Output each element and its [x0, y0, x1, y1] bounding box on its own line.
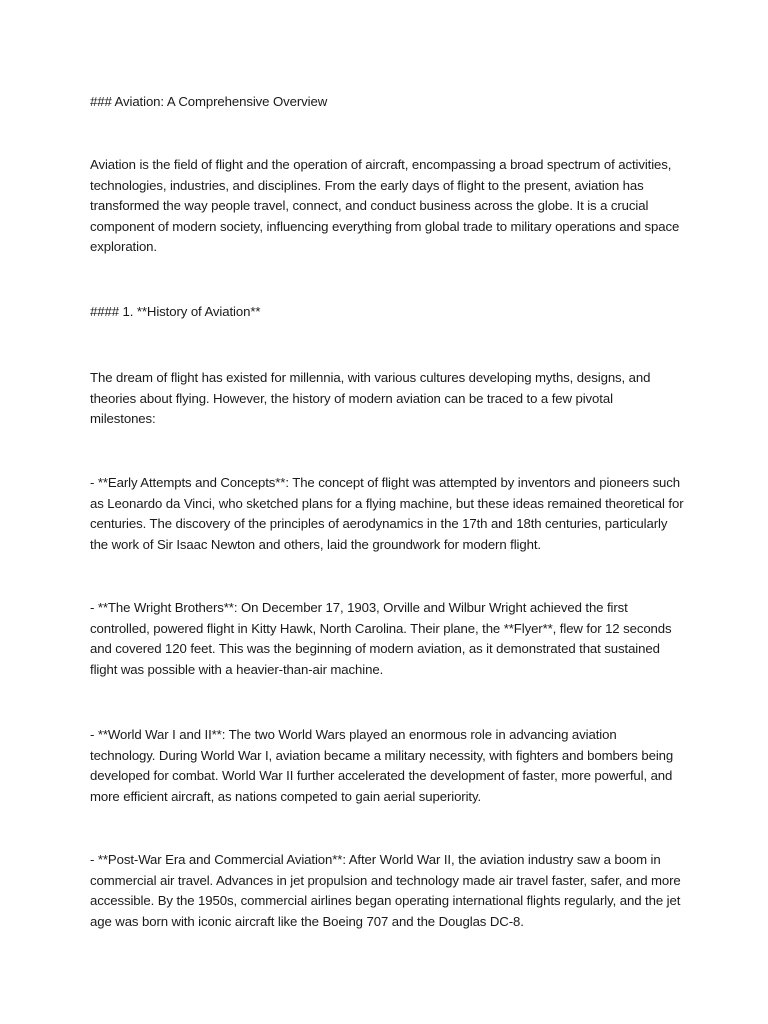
history-intro-line: The dream of flight has existed for millennia, with various cultures developing myths, designs, and — [90, 370, 651, 385]
bullet-line: centuries. The discovery of the principles of aerodynamics in the 17th and 18th centuries, particularly — [90, 516, 668, 531]
bullet-line: the work of Sir Isaac Newton and others, laid the groundwork for modern flight. — [90, 536, 541, 552]
intro-line: transformed the way people travel, connect, and conduct business across the globe. It is a crucial — [90, 198, 649, 213]
bullet-line: as Leonardo da Vinci, who sketched plans for a flying machine, but these ideas remained theoretical for — [90, 495, 684, 511]
bullet-line: - **World War I and II**: The two World Wars played an enormous role in advancing aviation — [90, 727, 617, 742]
history-intro-line: theories about flying. However, the history of modern aviation can be traced to a few pivotal — [90, 390, 613, 406]
bullet-line: controlled, powered flight in Kitty Hawk, North Carolina. Their plane, the **Flyer**, flew for 12 seconds — [90, 620, 672, 636]
intro-paragraph — [90, 155, 690, 258]
bullet-post-war — [90, 850, 690, 932]
section-heading-history: #### 1. **History of Aviation** — [90, 304, 261, 319]
intro-line: Aviation is the field of flight and the operation of aircraft, encompassing a broad spectrum of activities, — [90, 157, 672, 172]
bullet-line: - **The Wright Brothers**: On December 17, 1903, Orville and Wilbur Wright achieved the first — [90, 600, 628, 615]
bullet-line: - **Early Attempts and Concepts**: The concept of flight was attempted by inventors and pioneers such — [90, 475, 681, 490]
bullet-line: more efficient aircraft, as nations competed to gain aerial superiority. — [90, 788, 482, 804]
bullet-line: and covered 120 feet. This was the beginning of modern aviation, as it demonstrated that sustained — [90, 641, 660, 656]
bullet-line: technology. During World War I, aviation became a military necessity, with fighters and bombers being — [90, 747, 674, 763]
history-intro-paragraph — [90, 368, 690, 430]
intro-line: component of modern society, influencing everything from global trade to military operations and space — [90, 218, 680, 234]
bullet-line: - **Post-War Era and Commercial Aviation**: After World War II, the aviation industry saw a boom in — [90, 852, 661, 867]
document-title: ### Aviation: A Comprehensive Overview — [90, 94, 328, 109]
bullet-line: commercial air travel. Advances in jet propulsion and technology made air travel faster, safer, and more — [90, 872, 681, 888]
bullet-line: flight was possible with a heavier-than-air machine. — [90, 661, 384, 677]
bullet-wright-brothers — [90, 598, 690, 680]
history-intro-line: milestones: — [90, 411, 156, 426]
bullet-world-wars — [90, 725, 690, 807]
bullet-line: age was born with iconic aircraft like the Boeing 707 and the Douglas DC-8. — [90, 913, 524, 929]
intro-line: exploration. — [90, 239, 157, 254]
bullet-line: accessible. By the 1950s, commercial airlines began operating international flights regularly, and the jet — [90, 893, 681, 908]
bullet-line: developed for combat. World War II further accelerated the development of faster, more powerful, and — [90, 768, 673, 783]
intro-line: technologies, industries, and disciplines. From the early days of flight to the present, aviation has — [90, 177, 644, 193]
bullet-early-attempts — [90, 473, 690, 555]
